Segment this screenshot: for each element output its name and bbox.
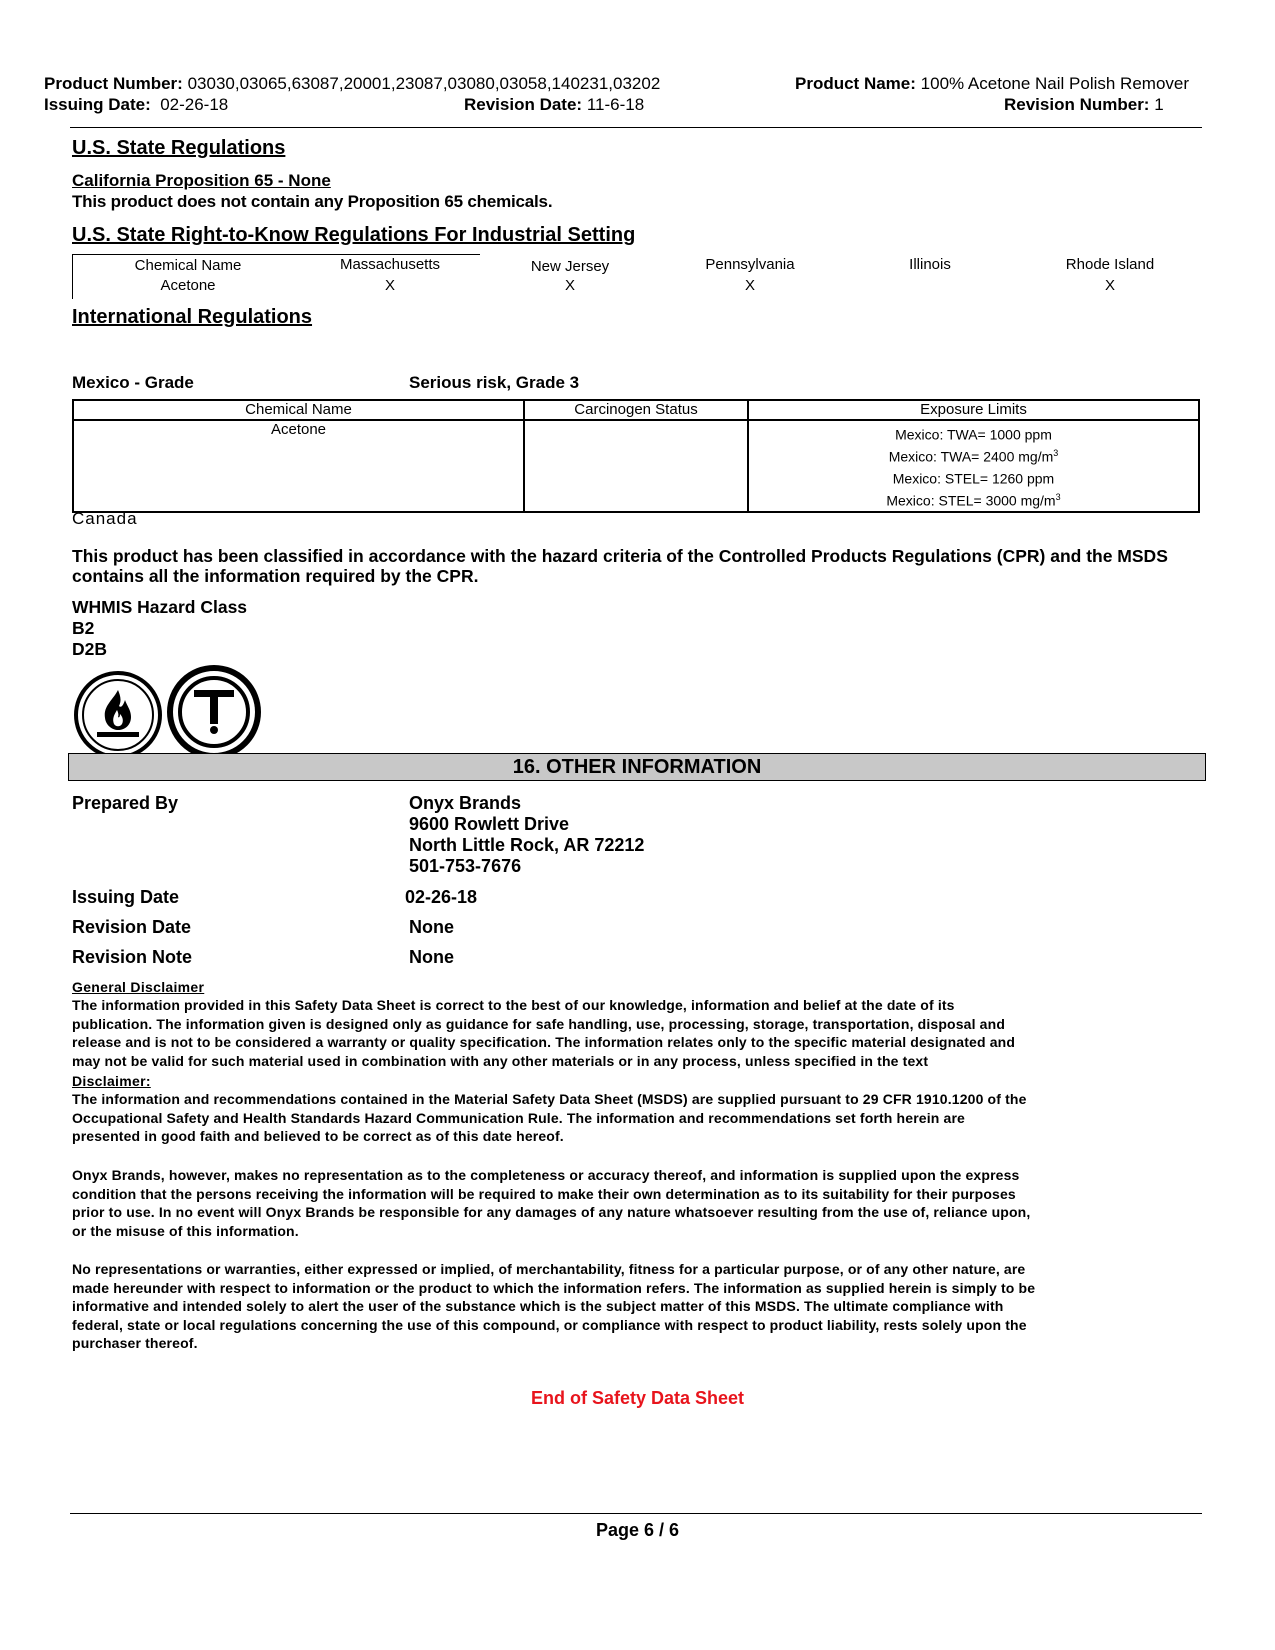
flammable-icon [73,670,163,760]
rtk-header-massachusetts: Massachusetts [339,256,441,273]
rtk-header-new-jersey: New Jersey [530,258,610,275]
exposure-limit-line: Mexico: STEL= 3000 $mg/m^3$ [886,492,1061,510]
exposure-limit-line: Mexico: STEL= 1260 ppm [892,470,1055,487]
prepared-by-address [409,793,644,877]
product-number: Product Number: 03030,03065,63087,20001,23087,03080,03058,140231,03202 [44,74,661,93]
disclaimer-line: prior to use. In no event will Onyx Brands be responsible for any damages of any nature whatsoever resulting from the use of, reliance upon, [72,1204,1031,1221]
revision-note-label: Revision Note [72,947,193,967]
canada-text: This product has been classified in accordance with the hazard criteria of the Controlled Products Regulations (CPR) and the MSDS contains all the information required by the CPR. [72,546,1168,586]
disclaimer-line: or the misuse of this information. [72,1222,299,1239]
rtk-table-left-rule [72,254,73,299]
disclaimer-line: condition that the persons receiving the information will be required to make their own determination as to its suitability for their purposes [72,1185,1016,1202]
revision-date: Revision Date: 11-6-18 [464,95,645,114]
issuing-date: Issuing Date: 02-26-18 [44,95,229,114]
rtk-row-pennsylvania: X [744,277,755,294]
rtk-row-massachusetts: X [384,277,395,294]
disclaimer-line: federal, state or local regulations concerning the use of this compound, or compliance with respect to product liability, rests solely upon the [72,1316,1027,1333]
revision-note-value: None [409,947,454,967]
prepared-by-label: Prepared By [72,793,179,813]
canada-title: Canada [72,509,138,528]
page-number: Page 6 / 6 [595,1520,680,1540]
revision-number: Revision Number: 1 [1004,95,1164,114]
address-line: North Little Rock, AR 72212 [409,835,645,855]
disclaimer-line: publication. The information given is designed only as guidance for safe handling, use, processing, storage, transportation, disposal and [72,1015,1006,1032]
revision-date-value: None [409,917,454,937]
mexico-grade-label: Mexico - Grade [72,373,194,392]
disclaimer-line: made hereunder with respect to information or the product to which the information refers. The information as supplied herein is simply to be [72,1279,1036,1296]
disclaimer-line: informative and intended solely to alert the user of the substance which is the subject matter of this MSDS. The ultimate compliance with [72,1298,1004,1315]
section-16-title: 16. OTHER INFORMATION [512,756,762,778]
exposure-limit-line: Mexico: TWA= 2400 $mg/m^3$ [888,448,1059,465]
whmis-class: B2 [72,618,95,638]
exposure-limits [748,420,1199,512]
whmis-class: D2B [72,639,108,659]
rtk-row-new-jersey: X [564,277,575,294]
right-to-know-title: U.S. State Right-to-Know Regulations For Industrial Setting [72,224,636,246]
prop65-text: This product does not contain any Proposition 65 chemicals. [72,192,553,211]
disclaimer-line: The information and recommendations contained in the Material Safety Data Sheet (MSDS) are supplied pursuant to 29 CFR 1910.1200 of the [72,1091,1027,1107]
end-of-sheet: End of Safety Data Sheet [530,1388,745,1408]
international-regulations-title: International Regulations [72,306,313,328]
rtk-header-illinois: Illinois [909,256,951,273]
disclaimer-line: Onyx Brands, however, makes no representation as to the completeness or accuracy thereof, and information is supplied upon the express [72,1167,1020,1183]
general-disclaimer-text [72,996,1222,1070]
rtk-table-top-rule [72,254,480,255]
rtk-row-chemical: Acetone [160,277,216,294]
prop65-title: California Proposition 65 - None [72,171,331,190]
disclaimer-line: purchaser thereof. [72,1335,198,1352]
disclaimer-line: Occupational Safety and Health Standards Hazard Communication Rule. The information and recommendations set forth herein are [72,1109,965,1126]
rtk-header-pennsylvania: Pennsylvania [705,256,795,273]
header-rule [70,127,1202,128]
footer-rule [70,1513,1202,1514]
exposure-table [72,399,1200,513]
issuing-date-label: Issuing Date [72,887,180,907]
disclaimer-title: Disclaimer: [72,1073,151,1089]
exposure-header-chemical: Chemical Name [73,400,524,420]
revision-date-label: Revision Date [72,917,192,937]
address-line: Onyx Brands [409,793,522,813]
mexico-grade-value: Serious risk, Grade 3 [409,373,580,392]
disclaimer-line: No representations or warranties, either expressed or implied, of merchantability, fitness for a particular purpose, or of any other nature, are [72,1261,1026,1277]
disclaimer-paragraph-2 [72,1166,1222,1240]
product-name: Product Name: 100% Acetone Nail Polish Remover [795,74,1190,93]
exposure-header-limits: Exposure Limits [748,400,1199,420]
exposure-chemical: Acetone [73,420,524,512]
address-line: 501-753-7676 [409,856,522,876]
general-disclaimer-title: General Disclaimer [72,979,205,995]
exposure-header-carcinogen: Carcinogen Status [524,400,748,420]
disclaimer-line: The information provided in this Safety Data Sheet is correct to the best of our knowledge, information and belief at the date of its [72,997,955,1013]
exposure-carcinogen [524,420,748,512]
disclaimer-line: presented in good faith and believed to be correct as of this date hereof. [72,1128,564,1145]
whmis-label: WHMIS Hazard Class [72,597,248,617]
state-regulations-title: U.S. State Regulations [72,137,286,159]
rtk-row-rhode-island: X [1104,277,1115,294]
toxic-material-icon [166,664,262,760]
rtk-header-rhode-island: Rhode Island [1065,256,1155,273]
rtk-header-chemical-name: Chemical Name [134,257,242,274]
disclaimer-paragraph-3 [72,1260,1222,1353]
issuing-date-value: 02-26-18 [405,887,478,907]
disclaimer-line: release and is not to be considered a warranty or quality specification. The information relates only to the specific material designated and [72,1034,1016,1051]
disclaimer-line: may not be valid for such material used in combination with any other materials or in any process, unless specified in the text [72,1052,929,1069]
exposure-limit-line: Mexico: TWA= 1000 ppm [895,426,1052,443]
address-line: 9600 Rowlett Drive [409,814,570,834]
disclaimer-paragraph-1 [72,1090,1222,1146]
